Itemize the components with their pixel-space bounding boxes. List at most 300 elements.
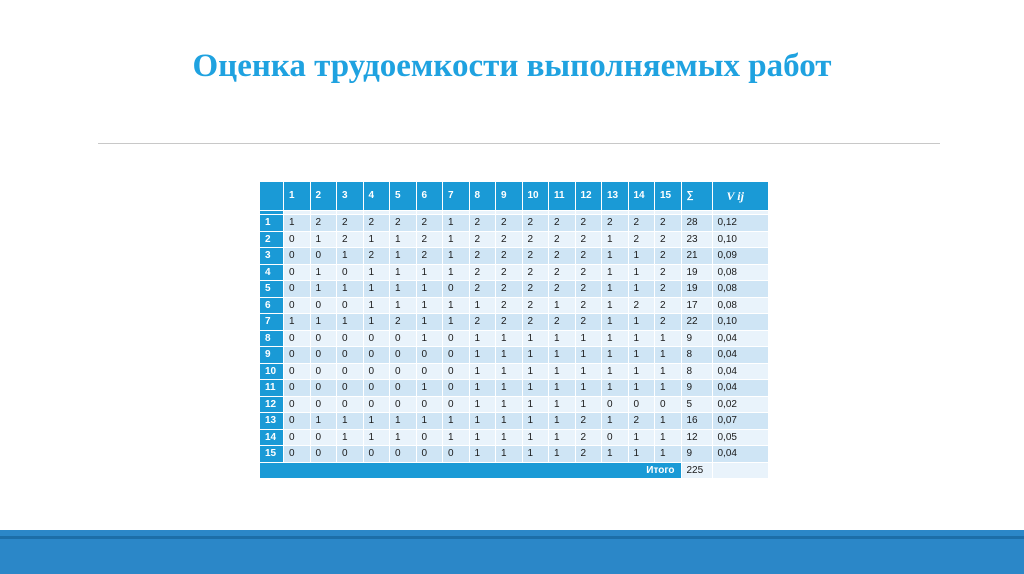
table-cell: 1 [602, 231, 629, 248]
row-sum-cell: 9 [681, 330, 712, 347]
table-cell: 1 [416, 330, 443, 347]
table-cell: 0 [443, 347, 470, 364]
table-cell: 1 [602, 330, 629, 347]
table-cell: 0 [628, 396, 655, 413]
row-sum-cell: 22 [681, 314, 712, 331]
table-cell: 2 [655, 314, 682, 331]
table-cell: 1 [628, 314, 655, 331]
table-cell: 2 [522, 248, 549, 265]
column-header: 5 [390, 182, 417, 211]
table-cell: 1 [363, 413, 390, 430]
table-cell: 0 [416, 396, 443, 413]
row-label: 2 [260, 231, 284, 248]
table-cell: 1 [628, 380, 655, 397]
table-cell: 1 [443, 413, 470, 430]
table-cell: 1 [655, 347, 682, 364]
table-cell: 0 [390, 347, 417, 364]
table-row [260, 363, 769, 380]
table-cell: 1 [416, 297, 443, 314]
table-cell: 1 [549, 347, 576, 364]
row-weight-cell: 0,12 [712, 215, 769, 232]
row-sum-cell: 9 [681, 446, 712, 463]
column-header: 10 [522, 182, 549, 211]
table-cell: 2 [602, 215, 629, 232]
row-weight-cell: 0,07 [712, 413, 769, 430]
table-cell: 2 [575, 297, 602, 314]
table-cell: 2 [655, 281, 682, 298]
table-cell: 1 [390, 264, 417, 281]
table-cell: 0 [337, 446, 364, 463]
table-cell: 1 [549, 429, 576, 446]
column-header: 9 [496, 182, 523, 211]
table-cell: 1 [363, 314, 390, 331]
table-cell: 2 [496, 297, 523, 314]
table-cell: 0 [416, 429, 443, 446]
table-cell: 1 [310, 413, 337, 430]
table-cell: 1 [549, 380, 576, 397]
table-cell: 1 [602, 413, 629, 430]
table-cell: 0 [416, 347, 443, 364]
table-cell: 0 [363, 380, 390, 397]
table-cell: 1 [469, 363, 496, 380]
table-cell: 0 [310, 429, 337, 446]
slide-title: Оценка трудоемкости выполняемых работ [192, 48, 832, 84]
table-cell: 1 [522, 429, 549, 446]
table-cell: 0 [337, 264, 364, 281]
total-empty-cell [712, 462, 769, 479]
table-row [260, 429, 769, 446]
table-cell: 1 [575, 380, 602, 397]
table-cell: 2 [363, 248, 390, 265]
row-weight-cell: 0,09 [712, 248, 769, 265]
table-cell: 2 [522, 264, 549, 281]
table-cell: 1 [363, 429, 390, 446]
table-cell: 1 [469, 396, 496, 413]
table-cell: 0 [655, 396, 682, 413]
table-cell: 1 [522, 347, 549, 364]
table-cell: 1 [469, 347, 496, 364]
table-cell: 1 [363, 281, 390, 298]
table-cell: 0 [390, 330, 417, 347]
table-cell: 2 [549, 281, 576, 298]
table-cell: 2 [469, 215, 496, 232]
table-cell: 1 [337, 413, 364, 430]
table-cell: 0 [284, 264, 311, 281]
table-cell: 1 [390, 297, 417, 314]
row-label: 13 [260, 413, 284, 430]
table-cell: 0 [284, 396, 311, 413]
column-header: 1 [284, 182, 311, 211]
table-cell: 0 [337, 380, 364, 397]
table-cell: 0 [443, 396, 470, 413]
table-cell: 1 [549, 413, 576, 430]
table-cell: 2 [628, 297, 655, 314]
table-cell: 1 [655, 446, 682, 463]
table-cell: 1 [602, 380, 629, 397]
table-cell: 1 [522, 446, 549, 463]
table-cell: 1 [443, 314, 470, 331]
table-cell: 0 [310, 347, 337, 364]
table-cell: 1 [496, 413, 523, 430]
table-cell: 0 [602, 396, 629, 413]
table-cell: 2 [522, 215, 549, 232]
row-sum-cell: 17 [681, 297, 712, 314]
table-row [260, 264, 769, 281]
table-cell: 1 [655, 363, 682, 380]
table-cell: 1 [416, 314, 443, 331]
table-cell: 0 [310, 380, 337, 397]
table-cell: 0 [390, 396, 417, 413]
table-cell: 2 [575, 429, 602, 446]
table-cell: 0 [337, 363, 364, 380]
table-cell: 2 [575, 314, 602, 331]
table-cell: 1 [522, 396, 549, 413]
table-cell: 1 [602, 314, 629, 331]
table-cell: 1 [628, 429, 655, 446]
table-cell: 1 [522, 330, 549, 347]
row-sum-cell: 19 [681, 281, 712, 298]
table-cell: 1 [655, 330, 682, 347]
row-weight-cell: 0,04 [712, 380, 769, 397]
table-cell: 2 [469, 248, 496, 265]
table-cell: 0 [310, 363, 337, 380]
table-cell: 1 [443, 231, 470, 248]
table-cell: 1 [522, 380, 549, 397]
table-cell: 1 [390, 231, 417, 248]
total-row [260, 462, 769, 479]
table-cell: 1 [522, 413, 549, 430]
table-cell: 1 [655, 429, 682, 446]
table-cell: 1 [310, 231, 337, 248]
table-cell: 2 [549, 264, 576, 281]
table-cell: 1 [337, 281, 364, 298]
row-weight-cell: 0,04 [712, 446, 769, 463]
table-cell: 2 [575, 281, 602, 298]
table-row [260, 330, 769, 347]
table-cell: 0 [310, 446, 337, 463]
table-cell: 2 [655, 264, 682, 281]
table-row [260, 446, 769, 463]
row-label: 1 [260, 215, 284, 232]
table-cell: 0 [390, 380, 417, 397]
table-row [260, 297, 769, 314]
table-row [260, 396, 769, 413]
table-cell: 1 [416, 281, 443, 298]
table-cell: 1 [443, 264, 470, 281]
table-cell: 0 [416, 446, 443, 463]
table-cell: 2 [416, 231, 443, 248]
table-cell: 1 [575, 396, 602, 413]
table-cell: 2 [496, 248, 523, 265]
table-cell: 1 [496, 429, 523, 446]
table-cell: 1 [602, 281, 629, 298]
table-cell: 2 [469, 281, 496, 298]
table-cell: 1 [549, 297, 576, 314]
row-weight-cell: 0,08 [712, 297, 769, 314]
table-cell: 1 [390, 429, 417, 446]
table-cell: 1 [628, 264, 655, 281]
table-cell: 1 [549, 363, 576, 380]
table-cell: 1 [628, 330, 655, 347]
table-cell: 2 [575, 248, 602, 265]
total-label: Итого [260, 462, 682, 479]
row-label: 6 [260, 297, 284, 314]
table-cell: 1 [390, 281, 417, 298]
table-cell: 2 [522, 281, 549, 298]
table-cell: 1 [575, 330, 602, 347]
table-cell: 1 [310, 264, 337, 281]
table-cell: 0 [390, 363, 417, 380]
table-cell: 1 [602, 363, 629, 380]
table-cell: 0 [337, 347, 364, 364]
table-cell: 0 [363, 363, 390, 380]
table-cell: 2 [655, 231, 682, 248]
table-cell: 1 [337, 314, 364, 331]
table-cell: 1 [390, 413, 417, 430]
row-label: 3 [260, 248, 284, 265]
table-body [260, 182, 769, 479]
table-cell: 2 [469, 314, 496, 331]
column-header: 12 [575, 182, 602, 211]
table-cell: 0 [363, 347, 390, 364]
table-cell: 2 [416, 248, 443, 265]
column-header: 4 [363, 182, 390, 211]
table-cell: 2 [575, 446, 602, 463]
table-cell: 2 [575, 264, 602, 281]
labor-intensity-table [259, 181, 769, 479]
title-divider [98, 143, 940, 144]
total-value: 225 [681, 462, 712, 479]
table-row [260, 231, 769, 248]
table-cell: 1 [284, 215, 311, 232]
table-cell: 0 [284, 446, 311, 463]
table-cell: 0 [310, 396, 337, 413]
table-cell: 1 [549, 330, 576, 347]
table-cell: 1 [496, 396, 523, 413]
weight-header: V ij [712, 182, 769, 211]
table-cell: 1 [602, 248, 629, 265]
table-cell: 0 [284, 413, 311, 430]
table-cell: 2 [337, 215, 364, 232]
row-label: 9 [260, 347, 284, 364]
row-sum-cell: 16 [681, 413, 712, 430]
table-cell: 0 [363, 396, 390, 413]
row-label: 14 [260, 429, 284, 446]
table-cell: 1 [628, 347, 655, 364]
table-cell: 2 [575, 413, 602, 430]
table-cell: 1 [496, 446, 523, 463]
table-cell: 2 [496, 215, 523, 232]
table-cell: 1 [469, 446, 496, 463]
row-label: 5 [260, 281, 284, 298]
column-header: 2 [310, 182, 337, 211]
table-cell: 1 [496, 330, 523, 347]
table-cell: 1 [443, 429, 470, 446]
table-cell: 2 [575, 231, 602, 248]
table-cell: 0 [443, 363, 470, 380]
header-corner-cell [260, 182, 284, 211]
footer-band [0, 530, 1024, 574]
table-cell: 0 [284, 281, 311, 298]
row-weight-cell: 0,10 [712, 231, 769, 248]
table-cell: 1 [416, 380, 443, 397]
table-cell: 2 [549, 231, 576, 248]
column-header: 11 [549, 182, 576, 211]
table-cell: 1 [337, 248, 364, 265]
row-weight-cell: 0,05 [712, 429, 769, 446]
row-sum-cell: 19 [681, 264, 712, 281]
table-cell: 0 [602, 429, 629, 446]
table-cell: 1 [655, 413, 682, 430]
table-row [260, 380, 769, 397]
table-cell: 0 [337, 396, 364, 413]
row-weight-cell: 0,08 [712, 281, 769, 298]
table-cell: 1 [496, 347, 523, 364]
table-row [260, 413, 769, 430]
table-cell: 0 [443, 446, 470, 463]
table-cell: 1 [390, 248, 417, 265]
table-cell: 1 [496, 363, 523, 380]
table-cell: 2 [390, 215, 417, 232]
column-header: 6 [416, 182, 443, 211]
table-cell: 2 [496, 264, 523, 281]
table-cell: 1 [628, 446, 655, 463]
row-label: 12 [260, 396, 284, 413]
column-header: 7 [443, 182, 470, 211]
table-cell: 2 [522, 231, 549, 248]
table-cell: 2 [522, 314, 549, 331]
table-cell: 1 [363, 297, 390, 314]
column-header: 14 [628, 182, 655, 211]
table-cell: 1 [628, 363, 655, 380]
row-weight-cell: 0,08 [712, 264, 769, 281]
table-cell: 0 [443, 281, 470, 298]
table-cell: 1 [443, 297, 470, 314]
table-cell: 1 [443, 215, 470, 232]
table-cell: 1 [416, 413, 443, 430]
labor-intensity-table-container [259, 181, 768, 479]
row-sum-cell: 21 [681, 248, 712, 265]
table-cell: 1 [628, 248, 655, 265]
table-cell: 1 [337, 429, 364, 446]
table-cell: 1 [549, 396, 576, 413]
table-cell: 1 [416, 264, 443, 281]
row-sum-cell: 5 [681, 396, 712, 413]
table-cell: 0 [284, 231, 311, 248]
row-sum-cell: 23 [681, 231, 712, 248]
table-cell: 2 [496, 314, 523, 331]
row-sum-cell: 28 [681, 215, 712, 232]
table-cell: 2 [628, 215, 655, 232]
row-sum-cell: 12 [681, 429, 712, 446]
row-weight-cell: 0,02 [712, 396, 769, 413]
row-weight-cell: 0,04 [712, 330, 769, 347]
table-cell: 0 [284, 330, 311, 347]
table-cell: 2 [549, 215, 576, 232]
row-sum-cell: 8 [681, 347, 712, 364]
table-cell: 1 [469, 297, 496, 314]
table-cell: 2 [310, 215, 337, 232]
table-cell: 2 [655, 297, 682, 314]
table-cell: 0 [310, 248, 337, 265]
table-row [260, 314, 769, 331]
table-cell: 1 [522, 363, 549, 380]
column-header: 13 [602, 182, 629, 211]
table-cell: 2 [496, 281, 523, 298]
table-cell: 1 [469, 413, 496, 430]
table-row [260, 248, 769, 265]
table-cell: 1 [443, 248, 470, 265]
table-cell: 2 [628, 231, 655, 248]
table-cell: 1 [469, 429, 496, 446]
table-cell: 0 [310, 330, 337, 347]
footer-stripe [0, 536, 1024, 539]
row-label: 7 [260, 314, 284, 331]
row-label: 11 [260, 380, 284, 397]
table-row [260, 347, 769, 364]
row-weight-cell: 0,04 [712, 363, 769, 380]
table-cell: 0 [284, 347, 311, 364]
table-cell: 0 [310, 297, 337, 314]
table-cell: 2 [469, 264, 496, 281]
table-cell: 0 [337, 297, 364, 314]
table-cell: 1 [496, 380, 523, 397]
row-label: 4 [260, 264, 284, 281]
table-cell: 0 [443, 380, 470, 397]
table-cell: 0 [443, 330, 470, 347]
row-label: 15 [260, 446, 284, 463]
table-cell: 2 [628, 413, 655, 430]
row-weight-cell: 0,10 [712, 314, 769, 331]
table-cell: 0 [284, 248, 311, 265]
table-cell: 2 [655, 248, 682, 265]
table-cell: 0 [390, 446, 417, 463]
header-row [260, 182, 769, 211]
table-cell: 1 [575, 347, 602, 364]
sum-header: ∑ [681, 182, 712, 211]
table-cell: 0 [363, 446, 390, 463]
table-row [260, 281, 769, 298]
table-cell: 1 [602, 446, 629, 463]
table-cell: 0 [284, 363, 311, 380]
table-cell: 2 [655, 215, 682, 232]
table-cell: 1 [549, 446, 576, 463]
table-cell: 0 [284, 380, 311, 397]
table-cell: 2 [390, 314, 417, 331]
table-cell: 1 [602, 297, 629, 314]
table-cell: 2 [496, 231, 523, 248]
table-cell: 0 [284, 297, 311, 314]
table-cell: 0 [337, 330, 364, 347]
table-cell: 1 [655, 380, 682, 397]
table-cell: 1 [310, 314, 337, 331]
column-header: 8 [469, 182, 496, 211]
table-cell: 0 [416, 363, 443, 380]
table-cell: 2 [575, 215, 602, 232]
table-cell: 1 [310, 281, 337, 298]
table-cell: 1 [284, 314, 311, 331]
row-sum-cell: 9 [681, 380, 712, 397]
table-cell: 1 [575, 363, 602, 380]
table-cell: 2 [363, 215, 390, 232]
column-header: 15 [655, 182, 682, 211]
table-cell: 1 [602, 347, 629, 364]
table-cell: 2 [549, 248, 576, 265]
table-cell: 2 [522, 297, 549, 314]
table-cell: 0 [284, 429, 311, 446]
table-cell: 2 [469, 231, 496, 248]
table-cell: 2 [549, 314, 576, 331]
